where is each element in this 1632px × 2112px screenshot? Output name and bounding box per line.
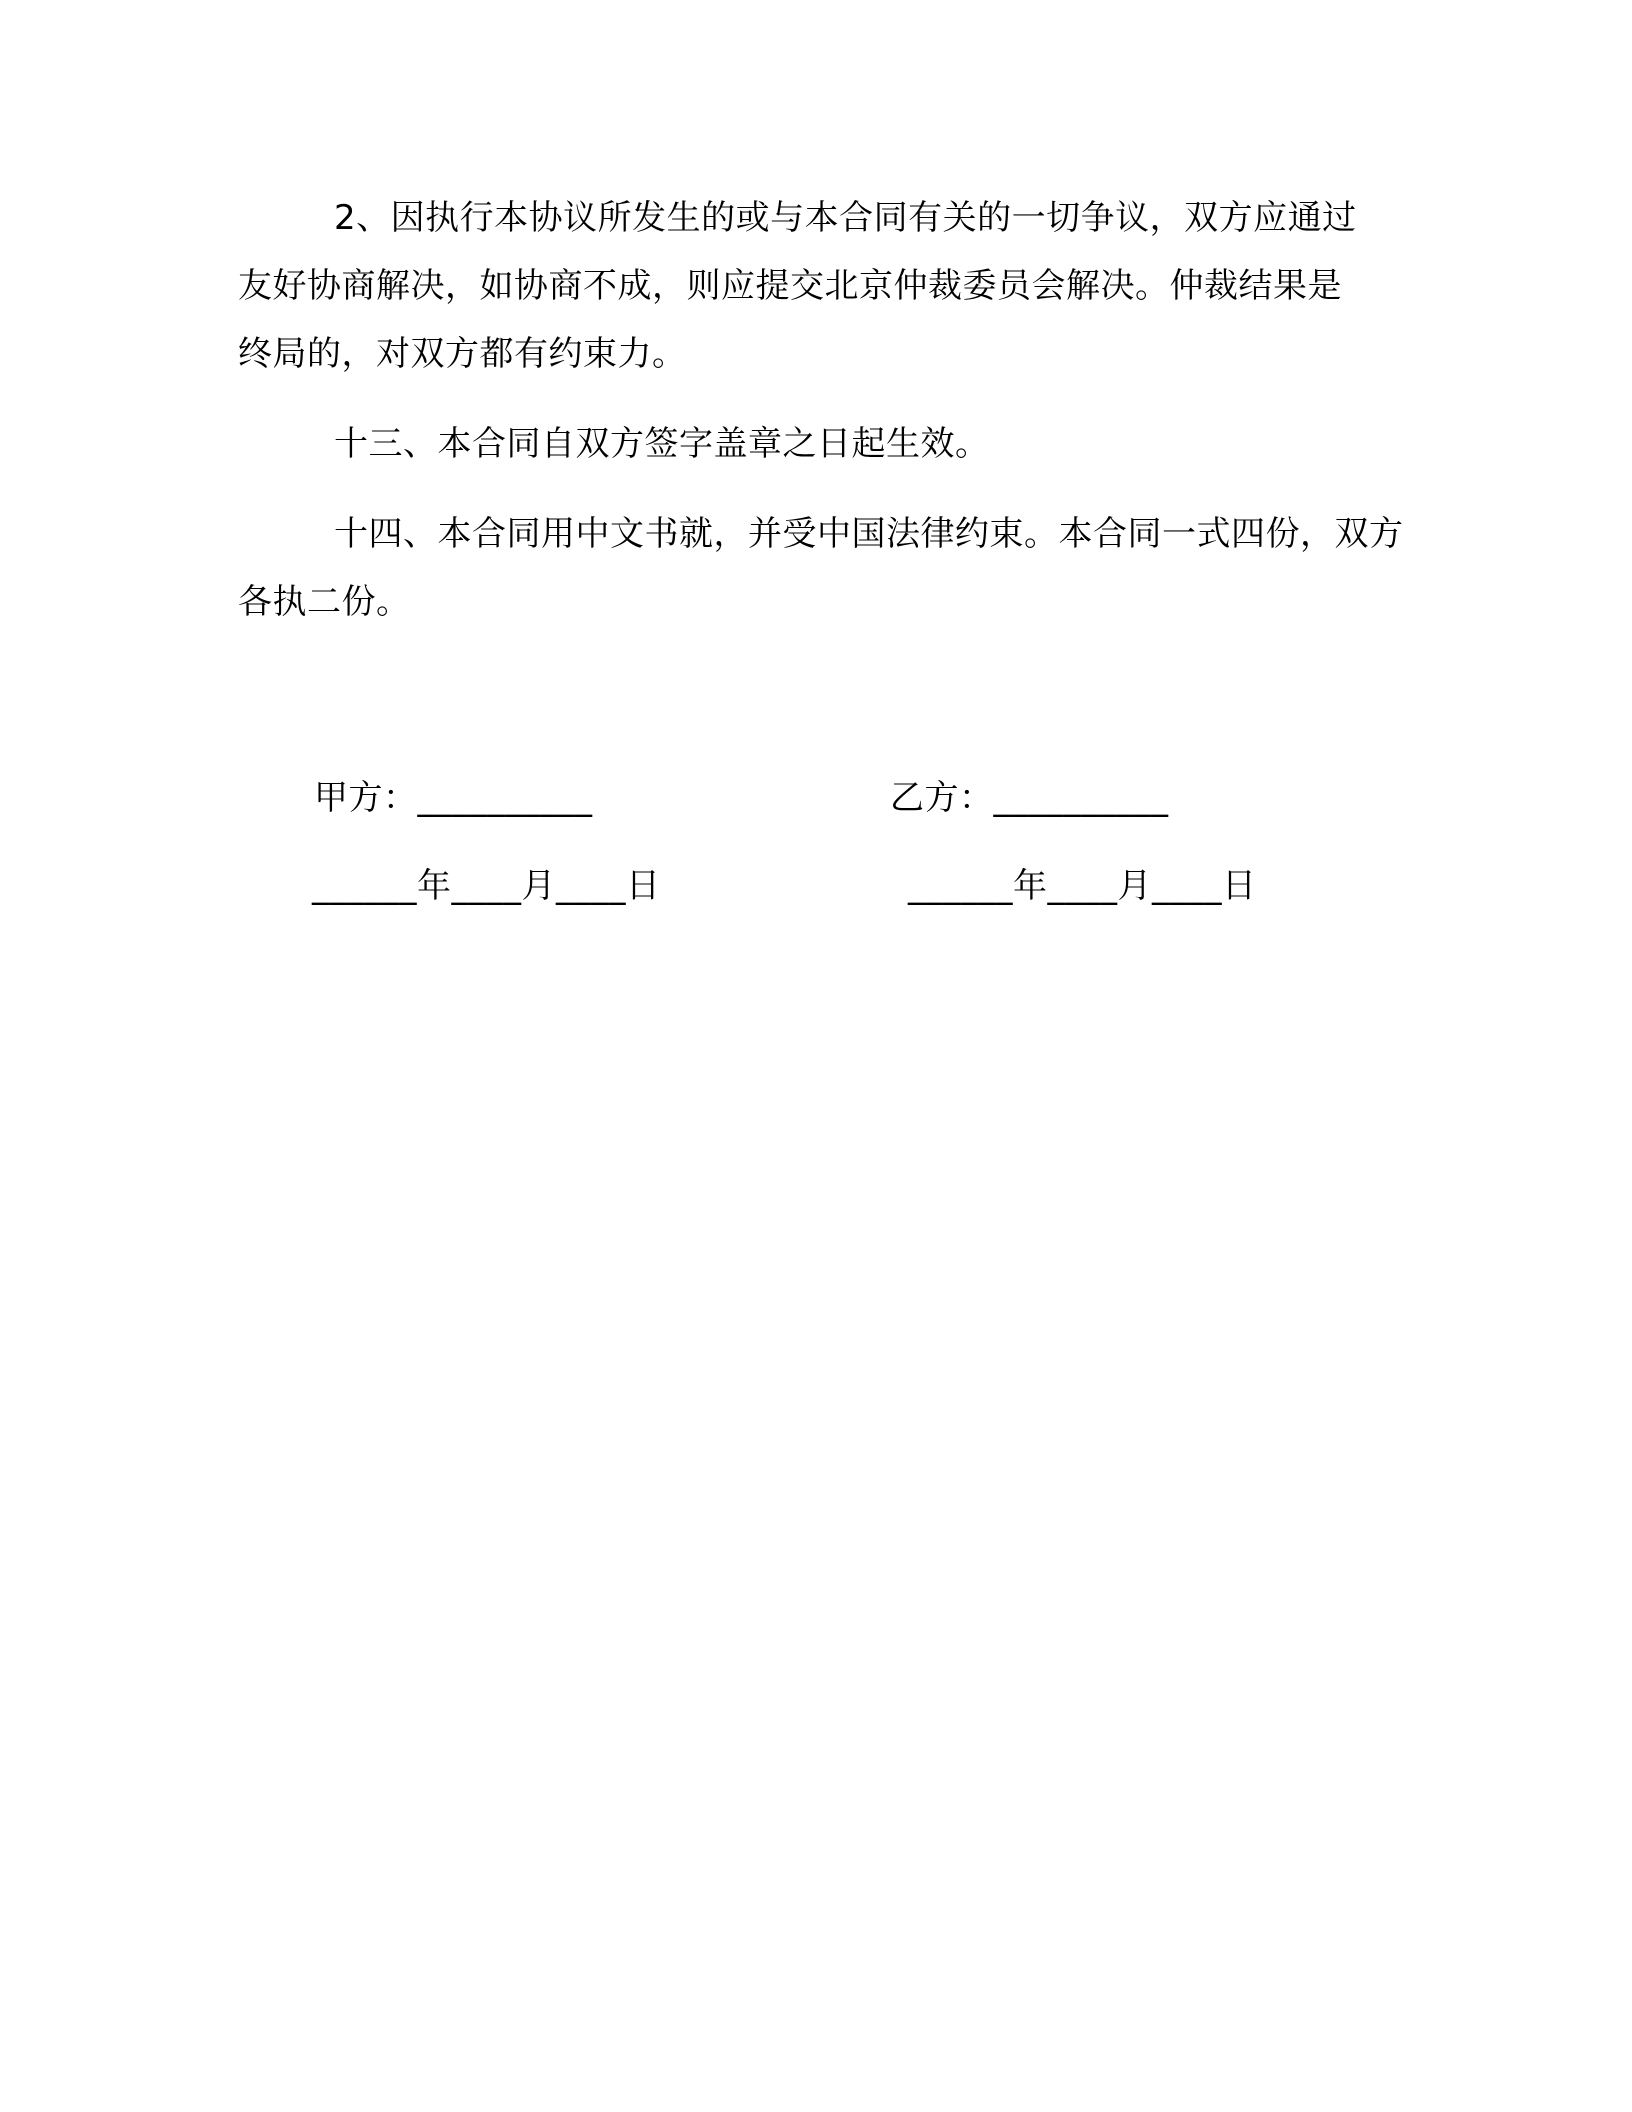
clause-fourteen-language: 十四、本合同用中文书就，并受中国法律约束。本合同一式四份，双方各执二份。	[238, 514, 1404, 622]
party-b-date-line: ______年____月____日	[908, 866, 1257, 906]
clause-dispute-resolution: 2、因执行本协议所发生的或与本合同有关的一切争议，双方应通过友好协商解决，如协商不成，则应提交北京仲裁委员会解决。仲裁结果是终局的，对双方都有约束力。	[238, 198, 1357, 374]
party-a-date-line: ______年____月____日	[312, 866, 661, 906]
party-b-signature-line: 乙方：__________	[890, 778, 1169, 818]
party-a-signature-line: 甲方：__________	[314, 778, 593, 818]
clause-thirteen-effective: 十三、本合同自双方签字盖章之日起生效。	[334, 424, 990, 464]
